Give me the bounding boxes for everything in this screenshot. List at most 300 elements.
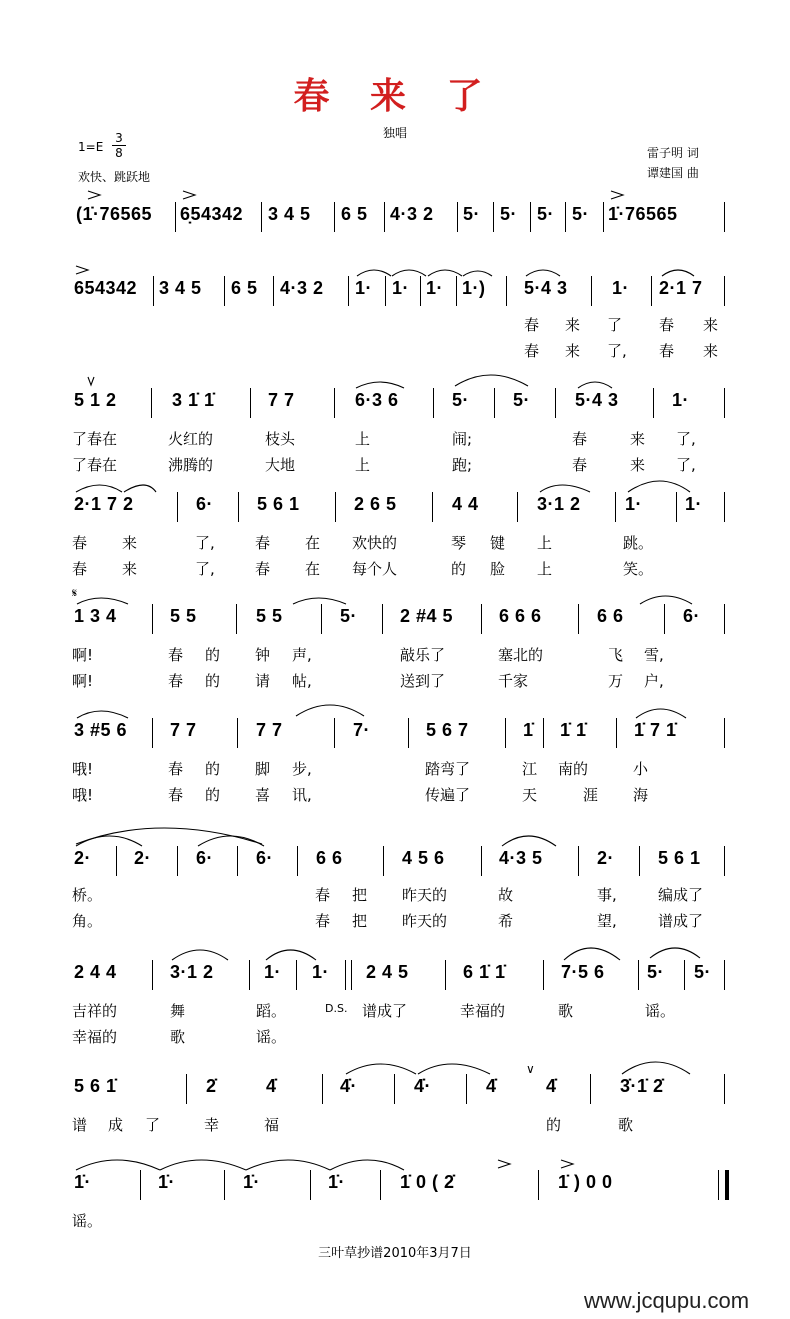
slur [172,950,228,960]
measure-note: 3 4 5 [268,204,311,224]
measure-note: 4̇ [546,1076,557,1096]
bar-line [348,276,349,306]
slur [124,485,156,492]
measure-note: 5 6 1 [257,494,300,514]
lyric: 春 [315,886,331,904]
measure-note: 1̇· [328,1172,346,1192]
slur [502,836,556,846]
lyric: 脚 [255,760,271,778]
measure-note: 4̇ [486,1076,497,1096]
measure-note: 7· [353,720,371,740]
measure-note: 5 6 7 [426,720,469,740]
measure-note: 2̇ [206,1076,217,1096]
lyric-line [0,910,790,932]
bar-line [639,846,640,876]
lyric: 脸 [490,560,506,578]
lyric: 送到了 [400,672,446,690]
lyric: 上 [537,534,553,552]
lyric: 请 [255,672,271,690]
slur [296,705,364,716]
lyric: 小 [633,760,649,778]
lyric: 上 [537,560,553,578]
slur [628,481,690,492]
measure-note: 1· [612,278,630,298]
measure-note: 5· [340,606,358,626]
site-watermark: www.jcqupu.com [584,1288,750,1313]
lyric: 琴 [451,534,467,552]
lyric: 春 [255,560,271,578]
bar-line [175,202,176,232]
lyric: 沸腾的 [168,456,214,474]
segno-sign-icon: 𝄋 [72,586,78,600]
bar-line [445,960,446,990]
accent-mark [88,191,100,199]
lyric: 的 [451,560,467,578]
bar-line [237,718,238,748]
lyric: 户, [644,672,664,690]
lyric: 上 [355,430,371,448]
lyric: 吉祥的 [72,1002,118,1020]
measure-note: 1̇· [158,1172,176,1192]
measure-note: 6· [196,848,214,868]
lyric: 来 [703,316,719,334]
bar-line [724,202,725,232]
measure-note: 1· [312,962,330,982]
bar-line [151,388,152,418]
bar-line [517,492,518,522]
lyric: 舞 [170,1002,186,1020]
measure-note: 1 3 4 [74,606,117,626]
lyric: 的 [205,760,221,778]
lyric: 塞北的 [498,646,544,664]
tempo-marking: 欢快、跳跃地 [78,170,151,184]
lyric-line [0,340,790,362]
measure-note: 2 4 4 [74,962,117,982]
measure-note: 7 7 [170,720,197,740]
accent-mark [183,191,195,199]
lyric: 来 [565,316,581,334]
bar-line [653,388,654,418]
lyric: 幸福的 [460,1002,506,1020]
slur [622,1062,690,1074]
lyric: 来 [122,560,138,578]
lyricist: 雷子明 词 [647,146,699,160]
lyric: 福 [264,1116,280,1134]
measure-note: 5 5 [256,606,283,626]
lyric: 希 [498,912,514,930]
bar-line [334,202,335,232]
breath-mark-icon: ∨ [526,1062,535,1076]
bar-line [236,604,237,634]
measure-note: 1· [685,494,703,514]
bar-line [591,276,592,306]
lyric: 谣。 [256,1028,287,1046]
measure-note: 1· [625,494,643,514]
bar-line [555,388,556,418]
bar-line [481,846,482,876]
slur [76,828,262,844]
lyric: 上 [355,456,371,474]
bar-line [676,492,677,522]
lyric: 谱成了 [658,912,704,930]
bar-line [116,846,117,876]
measure-note: 5· [537,204,555,224]
bar-line [383,846,384,876]
lyric: 在 [305,534,321,552]
lyric: 了春在 [72,430,118,448]
bar-line [543,960,544,990]
measure-note: 6̣54342 [180,204,244,224]
lyric: 来 [630,456,646,474]
measure-note: 1·) [462,278,486,298]
measure-note: 5· [500,204,518,224]
bar-line [186,1074,187,1104]
lyric: 幸福的 [72,1028,118,1046]
measure-note: 6 5 [231,278,258,298]
measure-note: 1· [672,390,690,410]
measure-note: 1̇ [523,720,534,740]
measure-note: 5 6 1̇ [74,1076,117,1096]
bar-line [382,604,383,634]
accent-mark [76,266,88,274]
slur [160,1160,246,1170]
lyric: 歌 [558,1002,574,1020]
slur [77,598,128,604]
lyric-line [0,1114,790,1136]
lyric: 幸 [204,1116,220,1134]
bar-line [724,492,725,522]
slur [650,948,700,958]
measure-note: 5· [647,962,665,982]
lyric: 歌 [170,1028,186,1046]
measure-note: 4̇· [414,1076,432,1096]
bar-line [153,276,154,306]
measure-note: 6 6 6 [499,606,542,626]
lyric: 了, [195,534,215,552]
bar-line [493,202,494,232]
bar-line [238,492,239,522]
lyric: 闹; [452,430,473,448]
bar-line [651,276,652,306]
lyric: 编成了 [658,886,704,904]
measure-note: 2· [134,848,152,868]
bar-line [250,388,251,418]
lyric: 千家 [498,672,529,690]
lyric: 了, [676,430,696,448]
bar-line [538,1170,539,1200]
breath-mark [88,377,94,385]
measure-note: 1· [392,278,410,298]
lyric: 故 [498,886,514,904]
lyric: 步, [292,760,312,778]
lyric-line [0,428,790,450]
bar-line [724,276,725,306]
lyric: 蹈。 [256,1002,287,1020]
lyric-line [0,1210,790,1232]
slur [77,711,128,718]
measure-note: 5 5 [170,606,197,626]
bar-line [616,718,617,748]
bar-line [394,1074,395,1104]
bar-line [578,604,579,634]
measure-note: 4 5 6 [402,848,445,868]
measure-note: 6 5 [341,204,368,224]
measure-note: 1̇ 1̇ [560,720,587,740]
lyric-line [0,1000,790,1022]
bar-line [152,604,153,634]
song-title: 春 来 了 [293,75,497,117]
measure-note: 2· [74,848,92,868]
slur [76,836,142,846]
lyric: 欢快的 [352,534,398,552]
bar-line [321,604,322,634]
measure-note: 4·3 2 [390,204,434,224]
measure-note: 4·3 5 [499,848,543,868]
slur [526,270,560,276]
lyric: 的 [205,646,221,664]
key-signature: 1=E [78,140,104,154]
measure-note: 5· [694,962,712,982]
measure-note: 1· [426,278,444,298]
bar-line [724,1074,725,1104]
measure-note: 1̇·76565 [608,204,678,224]
lyric: 谱成了 [362,1002,408,1020]
lyric: 涯 [583,786,599,804]
accent-mark [561,1160,573,1168]
lyric: 春 [659,316,675,334]
lyric: 春 [315,912,331,930]
measure-note: 7·5 6 [561,962,605,982]
bar-line [724,846,725,876]
lyric: 钟 [255,646,271,664]
bar-line [724,718,725,748]
slur [246,1160,330,1170]
measure-note: 3·1 2 [170,962,214,982]
lyric: 踏弯了 [425,760,471,778]
lyric: 来 [122,534,138,552]
measure-note: 1· [264,962,282,982]
bar-line [433,388,434,418]
measure-note: 5· [452,390,470,410]
lyric: 飞 [608,646,624,664]
bar-line [456,276,457,306]
final-bar-line [718,1170,729,1200]
bar-line [297,846,298,876]
measure-note: 5· [463,204,481,224]
lyric: 谣。 [645,1002,676,1020]
lyric: 望, [597,912,617,930]
bar-line [724,388,725,418]
slur [266,950,316,960]
measure-note: 2 #4 5 [400,606,454,626]
bar-line [224,1170,225,1200]
lyric: 跳。 [623,534,654,552]
measure-note: 6· [256,848,274,868]
lyric: 了春在 [72,456,118,474]
lyric: 春 [168,786,184,804]
bar-line [261,202,262,232]
lyric: 啊! [72,672,94,690]
bar-line [638,960,639,990]
bar-line [494,388,495,418]
lyric: 帖, [292,672,312,690]
measure-note: 6· [683,606,701,626]
lyric: 笑。 [623,560,654,578]
lyric: 哦! [72,760,94,778]
lyric: 春 [255,534,271,552]
composer: 谭建国 曲 [647,166,699,180]
bar-line [603,202,604,232]
lyric: 火红的 [168,430,214,448]
measure-note: 6 6 [316,848,343,868]
lyric: 春 [72,534,88,552]
bar-line [505,718,506,748]
lyric-line [0,558,790,580]
slur [636,709,686,718]
lyric: 昨天的 [402,886,448,904]
lyric: 跑; [452,456,473,474]
bar-line [177,492,178,522]
bar-line [322,1074,323,1104]
bar-line [273,276,274,306]
bar-line [506,276,507,306]
lyric: 春 [168,672,184,690]
bar-line [237,846,238,876]
bar-line [466,1074,467,1104]
bar-line [249,960,250,990]
bar-line [615,492,616,522]
bar-line [420,276,421,306]
bar-line [684,960,685,990]
lyric: 春 [572,430,588,448]
measure-note: 2·1 7 2 [74,494,134,514]
measure-note: 654342 [74,278,138,298]
lyric: 昨天的 [402,912,448,930]
lyric-line [0,784,790,806]
measure-note: 1̇· [243,1172,261,1192]
lyric: 来 [630,430,646,448]
lyric: 角。 [72,912,103,930]
slur [346,1064,416,1074]
time-top: 3 [115,131,123,145]
bar-line [664,604,665,634]
subtitle: 独唱 [382,126,407,140]
measure-note: 6 1̇ 1̇ [463,962,506,982]
measure-note: 6 6 [597,606,624,626]
measure-note: 2 4 5 [366,962,409,982]
slur [198,836,264,846]
bar-line [457,202,458,232]
measure-note: 1̇ ) 0 0 [558,1172,613,1192]
time-bottom: 8 [112,145,126,160]
bar-line [310,1170,311,1200]
lyric: 声, [292,646,312,664]
measure-note: 5· [513,390,531,410]
lyric: 春 [524,342,540,360]
slur [330,1160,404,1170]
bar-line [565,202,566,232]
measure-note: 5 6 1 [658,848,701,868]
slur [463,271,492,276]
measure-note: (1̇·76565 [76,204,153,224]
measure-note: 6· [196,494,214,514]
slur [76,1160,160,1170]
lyric: 雪, [644,646,664,664]
lyric: 江 [522,760,538,778]
lyric: 桥。 [72,886,103,904]
dal-segno-marking: D.S. [325,1002,348,1015]
lyric-line [0,454,790,476]
lyric: 了 [145,1116,161,1134]
measure-note: 7 7 [268,390,295,410]
lyric: 啊! [72,646,94,664]
bar-line [432,492,433,522]
measure-note: 1· [355,278,373,298]
bar-line [724,604,725,634]
lyric: 哦! [72,786,94,804]
measure-note: 3 1̇ 1̇ [172,390,215,410]
lyric-line [0,670,790,692]
lyric-line [0,1026,790,1048]
lyric: 事, [597,886,617,904]
measure-note: 3̇·1̇ 2̇ [620,1076,664,1096]
lyric: 的 [205,786,221,804]
lyric: 海 [633,786,649,804]
lyric: 枝头 [265,430,296,448]
bar-line [590,1074,591,1104]
measure-note: 2· [597,848,615,868]
lyric: 成 [108,1116,124,1134]
measure-note: 5·4 3 [524,278,568,298]
measure-note: 4̇· [340,1076,358,1096]
measure-note: 6·3 6 [355,390,399,410]
bar-line [724,960,725,990]
lyric-line [0,532,790,554]
bar-line [140,1170,141,1200]
lyric: 春 [168,646,184,664]
bar-line [296,960,297,990]
bar-line [481,604,482,634]
slur [640,596,692,604]
bar-line [177,846,178,876]
lyric: 了, [195,560,215,578]
lyric: 把 [352,886,368,904]
lyric: 春 [72,560,88,578]
bar-line [380,1170,381,1200]
measure-note: 2·1 7 [659,278,703,298]
bar-line [334,718,335,748]
lyric: 了, [607,342,627,360]
measure-note: 5·4 3 [575,390,619,410]
measure-note: 3 #5 6 [74,720,128,740]
lyric: 春 [572,456,588,474]
slur [418,1064,490,1074]
accent-mark [611,191,623,199]
lyric: 春 [168,760,184,778]
bar-line [384,202,385,232]
measure-note: 3 4 5 [159,278,202,298]
bar-line [385,276,386,306]
lyric: 万 [608,672,624,690]
lyric: 春 [524,316,540,334]
lyric: 大地 [265,456,296,474]
lyric: 春 [659,342,675,360]
bar-line [152,960,153,990]
lyric: 在 [305,560,321,578]
lyric-line [0,644,790,666]
slur [662,270,694,276]
lyric: 喜 [255,786,271,804]
